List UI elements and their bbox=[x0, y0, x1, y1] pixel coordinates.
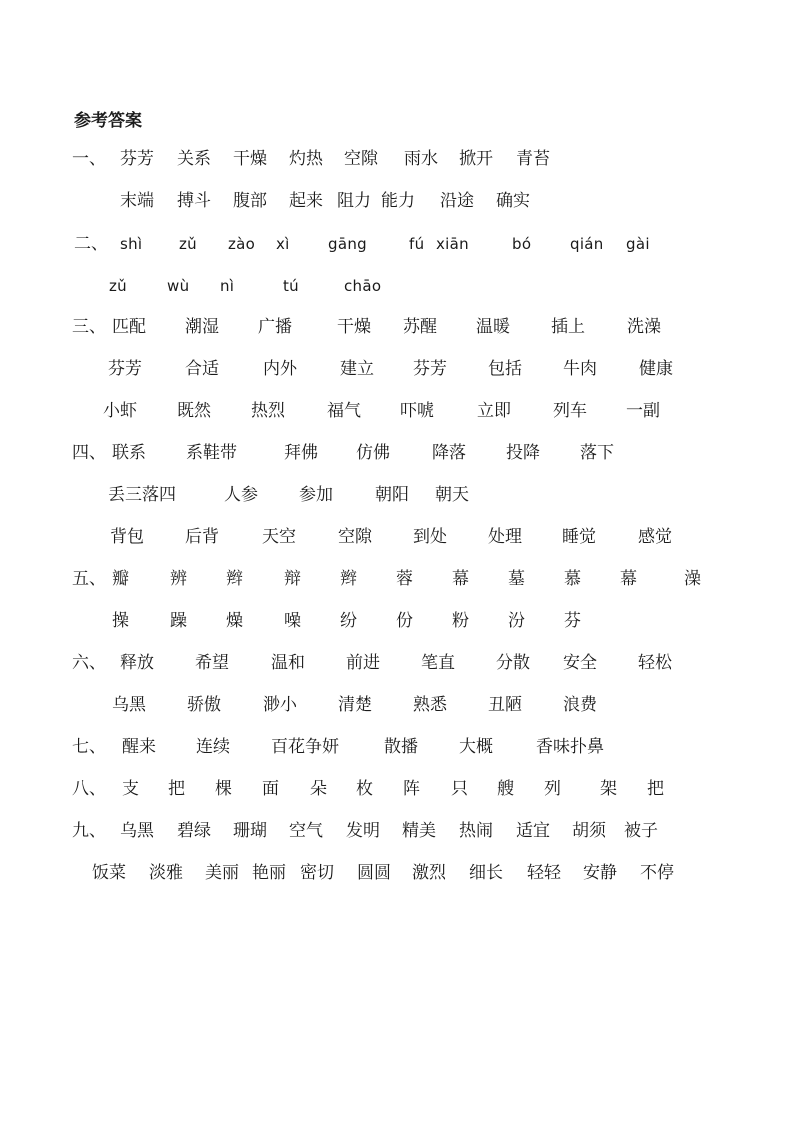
pinyin-answer: chāo bbox=[344, 277, 382, 295]
answer-word: 人参 bbox=[224, 485, 258, 505]
pinyin-answer: xì bbox=[276, 235, 290, 253]
answer-word: 丢三落四 bbox=[108, 485, 176, 505]
answer-word: 干燥 bbox=[233, 149, 267, 169]
answer-word: 份 bbox=[396, 611, 413, 631]
pinyin-answer: bó bbox=[512, 235, 532, 253]
pinyin-answer: zǔ bbox=[109, 277, 127, 295]
answer-word: 掀开 bbox=[459, 149, 493, 169]
pinyin-answer: zǔ bbox=[179, 235, 197, 253]
answer-word: 联系 bbox=[112, 443, 146, 463]
answer-word: 建立 bbox=[340, 359, 374, 379]
answer-word: 面 bbox=[262, 779, 279, 799]
answer-word: 墓 bbox=[508, 569, 525, 589]
answer-word: 处理 bbox=[488, 527, 522, 547]
answer-word: 背包 bbox=[110, 527, 144, 547]
answer-word: 躁 bbox=[170, 611, 187, 631]
answer-word: 雨水 bbox=[404, 149, 438, 169]
page-title: 参考答案 bbox=[74, 111, 142, 131]
answer-word: 释放 bbox=[120, 653, 154, 673]
answer-word: 纷 bbox=[340, 611, 357, 631]
answer-word: 澡 bbox=[684, 569, 701, 589]
answer-word: 饭菜 bbox=[92, 863, 126, 883]
pinyin-answer: fú bbox=[409, 235, 425, 253]
pinyin-answer: gài bbox=[626, 235, 650, 253]
answer-word: 蓉 bbox=[396, 569, 413, 589]
answer-word: 确实 bbox=[496, 191, 530, 211]
answer-word: 干燥 bbox=[337, 317, 371, 337]
pinyin-answer: xiān bbox=[436, 235, 469, 253]
answer-line bbox=[0, 398, 800, 424]
answer-line bbox=[0, 734, 800, 760]
section-label: 一、 bbox=[72, 149, 106, 169]
section-label: 六、 bbox=[72, 653, 106, 673]
answer-word: 轻轻 bbox=[527, 863, 561, 883]
answer-word: 合适 bbox=[185, 359, 219, 379]
pinyin-answer: gāng bbox=[328, 235, 367, 253]
answer-word: 圆圆 bbox=[357, 863, 391, 883]
pinyin-answer: wù bbox=[167, 277, 190, 295]
section-label: 九、 bbox=[72, 821, 106, 841]
answer-word: 连续 bbox=[196, 737, 230, 757]
answer-word: 温暖 bbox=[476, 317, 510, 337]
answer-word: 匹配 bbox=[112, 317, 146, 337]
answer-word: 睡觉 bbox=[562, 527, 596, 547]
answer-line bbox=[0, 356, 800, 382]
answer-word: 希望 bbox=[195, 653, 229, 673]
answer-word: 慕 bbox=[564, 569, 581, 589]
answer-word: 插上 bbox=[551, 317, 585, 337]
answer-word: 清楚 bbox=[338, 695, 372, 715]
answer-word: 热闹 bbox=[459, 821, 493, 841]
answer-word: 投降 bbox=[506, 443, 540, 463]
answer-word: 骄傲 bbox=[187, 695, 221, 715]
answer-word: 乌黑 bbox=[120, 821, 154, 841]
answer-line bbox=[0, 482, 800, 508]
answer-word: 搏斗 bbox=[177, 191, 211, 211]
answer-word: 朝阳 bbox=[375, 485, 409, 505]
answer-word: 一副 bbox=[626, 401, 660, 421]
answer-line bbox=[0, 608, 800, 634]
answer-word: 起来 bbox=[289, 191, 323, 211]
answer-word: 拜佛 bbox=[284, 443, 318, 463]
answer-word: 小虾 bbox=[103, 401, 137, 421]
answer-word: 燥 bbox=[226, 611, 243, 631]
answer-word: 激烈 bbox=[412, 863, 446, 883]
answer-word: 淡雅 bbox=[149, 863, 183, 883]
answer-word: 笔直 bbox=[421, 653, 455, 673]
answer-word: 芬 bbox=[564, 611, 581, 631]
answer-word: 落下 bbox=[580, 443, 614, 463]
answer-word: 渺小 bbox=[263, 695, 297, 715]
answer-word: 灼热 bbox=[289, 149, 323, 169]
pinyin-answer: nì bbox=[220, 277, 235, 295]
answer-word: 适宜 bbox=[516, 821, 550, 841]
pinyin-answer: tú bbox=[283, 277, 299, 295]
answer-word: 牛肉 bbox=[563, 359, 597, 379]
answer-word: 把 bbox=[168, 779, 185, 799]
answer-word: 青苔 bbox=[516, 149, 550, 169]
answer-line bbox=[0, 273, 800, 299]
answer-line bbox=[0, 524, 800, 550]
answer-word: 空隙 bbox=[344, 149, 378, 169]
answer-word: 操 bbox=[112, 611, 129, 631]
answer-word: 散播 bbox=[384, 737, 418, 757]
answer-word: 珊瑚 bbox=[233, 821, 267, 841]
answer-word: 支 bbox=[122, 779, 139, 799]
answer-word: 沿途 bbox=[440, 191, 474, 211]
answer-word: 噪 bbox=[284, 611, 301, 631]
answer-word: 熟悉 bbox=[413, 695, 447, 715]
answer-word: 浪费 bbox=[563, 695, 597, 715]
answer-word: 醒来 bbox=[122, 737, 156, 757]
answer-word: 架 bbox=[600, 779, 617, 799]
answer-word: 幕 bbox=[452, 569, 469, 589]
answer-word: 广播 bbox=[258, 317, 292, 337]
answer-word: 密切 bbox=[300, 863, 334, 883]
answer-word: 空隙 bbox=[338, 527, 372, 547]
answer-word: 参加 bbox=[299, 485, 333, 505]
answer-word: 百花争妍 bbox=[271, 737, 339, 757]
answer-line bbox=[0, 566, 800, 592]
answer-word: 艘 bbox=[497, 779, 514, 799]
answer-word: 安静 bbox=[583, 863, 617, 883]
answer-word: 朵 bbox=[310, 779, 327, 799]
answer-word: 大概 bbox=[459, 737, 493, 757]
answer-word: 降落 bbox=[432, 443, 466, 463]
answer-word: 不停 bbox=[640, 863, 674, 883]
answer-word: 阵 bbox=[403, 779, 420, 799]
answer-line bbox=[0, 650, 800, 676]
answer-word: 潮湿 bbox=[185, 317, 219, 337]
answer-line bbox=[0, 231, 800, 257]
answer-word: 辫 bbox=[340, 569, 357, 589]
answer-line bbox=[0, 776, 800, 802]
answer-word: 关系 bbox=[177, 149, 211, 169]
answer-line bbox=[0, 188, 800, 214]
answer-word: 苏醒 bbox=[403, 317, 437, 337]
answer-word: 列车 bbox=[553, 401, 587, 421]
answer-word: 美丽 bbox=[205, 863, 239, 883]
answer-word: 安全 bbox=[563, 653, 597, 673]
answer-word: 芬芳 bbox=[120, 149, 154, 169]
answer-word: 系鞋带 bbox=[186, 443, 237, 463]
answer-word: 末端 bbox=[120, 191, 154, 211]
section-label: 三、 bbox=[72, 317, 106, 337]
answer-word: 阻力 bbox=[337, 191, 371, 211]
answer-word: 洗澡 bbox=[627, 317, 661, 337]
answer-word: 轻松 bbox=[638, 653, 672, 673]
answer-line bbox=[0, 860, 800, 886]
pinyin-answer: shì bbox=[120, 235, 143, 253]
answer-word: 香味扑鼻 bbox=[536, 737, 604, 757]
answer-word: 包括 bbox=[488, 359, 522, 379]
answer-line bbox=[0, 146, 800, 172]
answer-word: 腹部 bbox=[233, 191, 267, 211]
answer-word: 温和 bbox=[271, 653, 305, 673]
answer-word: 辩 bbox=[284, 569, 301, 589]
answer-line bbox=[0, 692, 800, 718]
answer-word: 后背 bbox=[185, 527, 219, 547]
answer-word: 棵 bbox=[215, 779, 232, 799]
pinyin-answer: qián bbox=[570, 235, 604, 253]
section-label: 四、 bbox=[72, 443, 106, 463]
answer-word: 吓唬 bbox=[400, 401, 434, 421]
answer-word: 幕 bbox=[620, 569, 637, 589]
answer-word: 枚 bbox=[356, 779, 373, 799]
answer-word: 仿佛 bbox=[356, 443, 390, 463]
answer-word: 辫 bbox=[226, 569, 243, 589]
section-label: 二、 bbox=[74, 234, 108, 254]
answer-word: 把 bbox=[647, 779, 664, 799]
answer-word: 细长 bbox=[469, 863, 503, 883]
answer-word: 粉 bbox=[452, 611, 469, 631]
answer-word: 福气 bbox=[327, 401, 361, 421]
answer-word: 天空 bbox=[262, 527, 296, 547]
answer-word: 立即 bbox=[477, 401, 511, 421]
answer-word: 乌黑 bbox=[112, 695, 146, 715]
answer-word: 胡须 bbox=[572, 821, 606, 841]
answer-word: 发明 bbox=[346, 821, 380, 841]
answer-word: 只 bbox=[451, 779, 468, 799]
answer-word: 芬芳 bbox=[108, 359, 142, 379]
answer-word: 汾 bbox=[508, 611, 525, 631]
answer-word: 健康 bbox=[639, 359, 673, 379]
pinyin-answer: zào bbox=[228, 235, 256, 253]
answer-word: 感觉 bbox=[638, 527, 672, 547]
answer-line bbox=[0, 314, 800, 340]
answer-word: 芬芳 bbox=[413, 359, 447, 379]
answer-line bbox=[0, 818, 800, 844]
answer-word: 列 bbox=[544, 779, 561, 799]
answer-line bbox=[0, 440, 800, 466]
answer-word: 热烈 bbox=[251, 401, 285, 421]
answer-word: 精美 bbox=[402, 821, 436, 841]
answer-word: 丑陋 bbox=[488, 695, 522, 715]
answer-word: 分散 bbox=[496, 653, 530, 673]
answer-word: 碧绿 bbox=[177, 821, 211, 841]
answer-word: 艳丽 bbox=[252, 863, 286, 883]
answer-word: 前进 bbox=[346, 653, 380, 673]
answer-word: 瓣 bbox=[112, 569, 129, 589]
answer-word: 辨 bbox=[170, 569, 187, 589]
answer-word: 到处 bbox=[413, 527, 447, 547]
answer-word: 空气 bbox=[289, 821, 323, 841]
section-label: 八、 bbox=[72, 779, 106, 799]
section-label: 七、 bbox=[72, 737, 106, 757]
answer-word: 能力 bbox=[381, 191, 415, 211]
answer-word: 内外 bbox=[263, 359, 297, 379]
section-label: 五、 bbox=[72, 569, 106, 589]
answer-word: 被子 bbox=[624, 821, 658, 841]
answer-word: 朝天 bbox=[435, 485, 469, 505]
answer-word: 既然 bbox=[177, 401, 211, 421]
